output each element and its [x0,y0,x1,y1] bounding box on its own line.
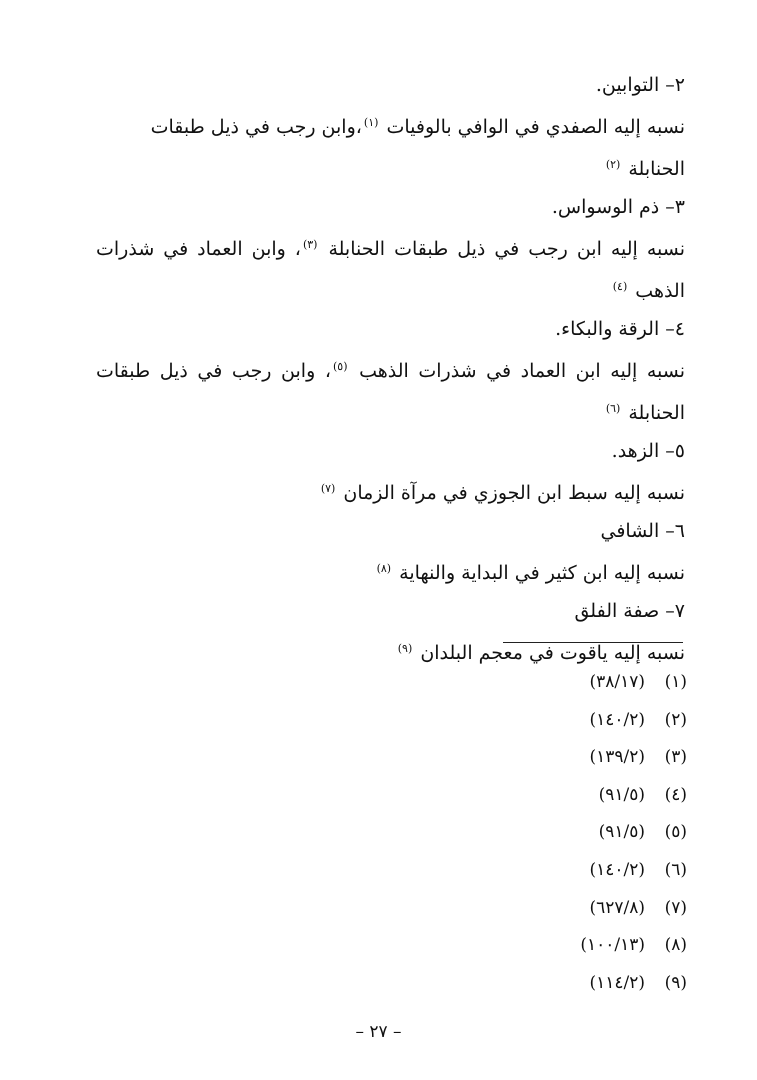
footnote-ref[interactable]: (١) [363,116,379,129]
footnote-divider [503,642,683,643]
footnote-number: (٣) [664,747,687,768]
footnote-ref[interactable]: (٨) [376,562,392,575]
footnote [580,777,687,815]
footnote-ref[interactable]: (٦) [605,402,621,415]
footnote-text: (١٤٠/٢) [589,859,645,880]
item-attribution: نسبه إليه ياقوت في معجم البلدان $^{(٩)}$ [397,642,685,664]
footnote [580,702,687,740]
item-heading: ٥– الزهد. [611,440,685,462]
footnote-number: (٤) [664,784,687,805]
footnote-ref[interactable]: (٧) [320,482,336,495]
page-number: – ٢٧ – [355,1022,402,1042]
item-attribution: نسبه إليه ابن رجب في ذيل طبقات الحنابلة $^{(٣)}$، وابن العماد في شذرات الذهب $^{(٤)}$ [96,238,685,302]
footnote-text: (١١٤/٢) [589,972,645,993]
footnote-number: (٥) [664,822,687,843]
footnote-number: (٧) [664,897,687,918]
footnote-ref[interactable]: (٤) [612,280,628,293]
item-attribution: نسبه إليه سبط ابن الجوزي في مرآة الزمان $^{(٧)}$ [320,482,685,504]
footnote-text: (٩١/٥) [598,822,645,843]
footnote [580,890,687,928]
footnote [580,739,687,777]
footnote-number: (٦) [664,859,687,880]
footnote [580,852,687,890]
item-attribution: نسبه إليه الصفدي في الوافي بالوفيات $^{(١)}$،وابن رجب في ذيل طبقات الحنابلة $^{(٢)}$ [150,116,685,180]
footnote-text: (٩١/٥) [598,784,645,805]
footnote-text: (١٣٩/٢) [589,747,645,768]
footnote-number: (٩) [664,972,687,993]
footnote-ref[interactable]: (٩) [397,642,413,655]
footnote-text: (٦٢٧/٨) [589,897,645,918]
main-text [96,66,685,672]
footnote [580,814,687,852]
footnote-number: (٨) [664,935,687,956]
footnote-ref[interactable]: (٥) [332,360,348,373]
item-heading: ٤– الرقة والبكاء. [555,318,685,340]
footnotes [580,664,687,1002]
item-attribution: نسبه إليه ابن العماد في شذرات الذهب $^{(٥)}$، وابن رجب في ذيل طبقات الحنابلة $^{(٦)}$ [96,360,685,424]
footnote-number: (٢) [664,709,687,730]
footnote-text: (١٠٠/١٣) [580,935,645,956]
footnote [580,664,687,702]
item-attribution: نسبه إليه ابن كثير في البداية والنهاية $^{(٨)}$ [376,562,685,584]
footnote-ref[interactable]: (٣) [302,238,318,251]
footnote [580,927,687,965]
footnote-text: (١٤٠/٢) [589,709,645,730]
footnote [580,965,687,1003]
footnote-text: (٣٨/١٧) [589,672,645,692]
item-heading: ٣– ذم الوسواس. [551,196,685,218]
footnote-ref[interactable]: (٢) [605,158,621,171]
item-heading: ٢– التوابين. [595,74,685,96]
item-heading: ٦– الشافي [600,520,685,542]
footnote-number: (١) [664,672,687,692]
item-heading: ٧– صفة الفلق [574,600,685,622]
